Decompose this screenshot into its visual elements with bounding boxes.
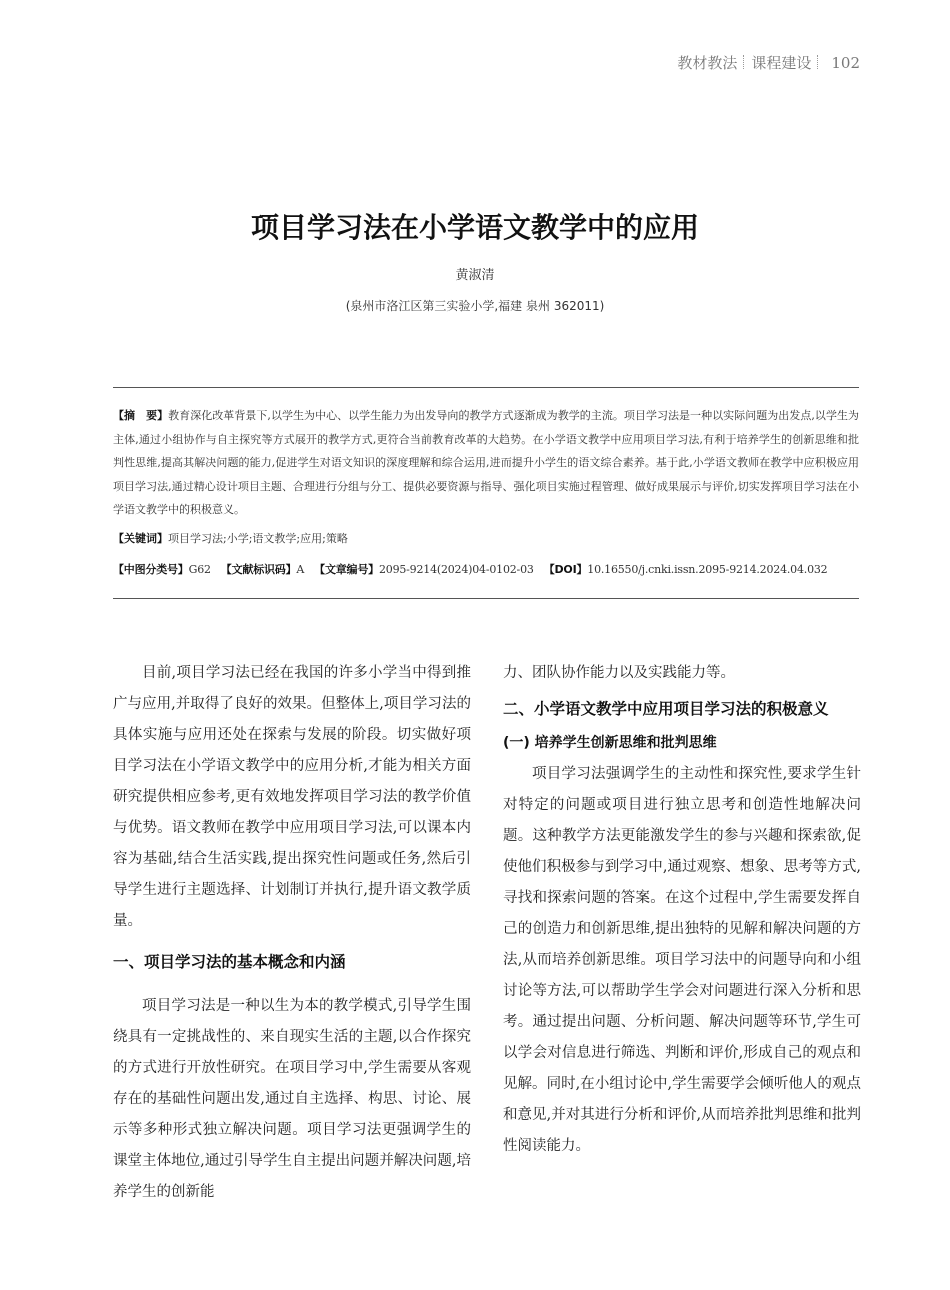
header-divider	[743, 55, 745, 69]
classification-line	[113, 560, 859, 580]
header-section: 教材教法	[677, 54, 738, 72]
clc-label: 【中图分类号】	[113, 563, 189, 576]
header-divider	[817, 55, 819, 69]
body-column-left	[113, 658, 471, 1208]
doi-label: 【DOI】	[543, 563, 588, 576]
subsection-2-1-paragraph: 项目学习法强调学生的主动性和探究性,要求学生针对特定的问题或项目进行独立思考和创造性地解决问题。这种教学方法更能激发学生的参与兴趣和探索欲,促使他们积极参与到学习中,通过观察、想象、思考等方式,寻找和探索问题的答案。在这个过程中,学生需要发挥自己的创造力和创新思维,提出独特的见解和解决问题的方法,从而培养创新思维。项目学习法中的问题导向和小组讨论等方法,可以帮助学生学会对问题进行深入分析和思考。通过提出问题、分析问题、解决问题等环节,学生可以学会对信息进行筛选、判断和评价,形成自己的观点和见解。同时,在小组讨论中,学生需要学会倾听他人的观点和意见,并对其进行分析和评价,从而培养批判思维和批判性阅读能力。	[503, 766, 861, 1154]
abstract-text: 教育深化改革背景下,以学生为中心、以学生能力为出发导向的教学方式逐渐成为教学的主流。项目学习法是一种以实际问题为出发点,以学生为主体,通过小组协作与自主探究等方式展开的教学方式,更符合当前教育改革的大趋势。在小学语文教学中应用项目学习法,有利于培养学生的创新思维和批判性思维,提高其解决问题的能力,促进学生对语文知识的深度理解和综合运用,进而提升小学生的语文综合素养。基于此,小学语文教师在教学中应积极应用项目学习法,通过精心设计项目主题、合理进行分组与分工、提供必要资源与指导、强化项目实施过程管理、做好成果展示与评价,切实发挥项目学习法在小学语文教学中的积极意义。	[113, 409, 859, 516]
article-number-label: 【文章编号】	[314, 563, 379, 576]
subsection-heading-2-1: (一) 培养学生创新思维和批判思维	[503, 735, 717, 751]
doi-value: 10.16550/j.cnki.issn.2095-9214.2024.04.032	[587, 563, 828, 576]
clc-value: G62	[188, 563, 211, 576]
abstract-bottom-rule	[113, 598, 859, 599]
abstract	[113, 404, 859, 522]
keywords	[113, 529, 859, 549]
keywords-text: 项目学习法;小学;语文教学;应用;策略	[168, 532, 348, 545]
author-affiliation: (泉州市洛江区第三实验小学,福建 泉州 362011)	[345, 299, 605, 313]
header-subsection: 课程建设	[751, 54, 812, 72]
running-header	[677, 52, 860, 73]
article-author: 黄淑清	[455, 268, 495, 283]
abstract-top-rule	[113, 387, 859, 388]
article-title: 项目学习法在小学语文教学中的应用	[250, 211, 699, 244]
keywords-label: 【关键词】	[113, 532, 168, 545]
doc-code-value: A	[296, 563, 305, 576]
body-column-right	[503, 658, 861, 1162]
intro-paragraph: 目前,项目学习法已经在我国的许多小学当中得到推广与应用,并取得了良好的效果。但整体上,项目学习法的具体实施与应用还处在探索与发展的阶段。切实做好项目学习法在小学语文教学中的应用分析,才能为相关方面研究提供相应参考,更有效地发挥项目学习法的教学价值与优势。语文教师在教学中应用项目学习法,可以课本内容为基础,结合生活实践,提出探究性问题或任务,然后引导学生进行主题选择、计划制订并执行,提升语文教学质量。	[113, 665, 471, 929]
article-number-value: 2095-9214(2024)04-0102-03	[378, 563, 534, 576]
section-1-paragraph-continued: 力、团队协作能力以及实践能力等。	[503, 665, 735, 681]
section-heading-1: 一、项目学习法的基本概念和内涵	[113, 953, 346, 971]
section-heading-2: 二、小学语文教学中应用项目学习法的积极意义	[503, 700, 829, 718]
doc-code-label: 【文献标识码】	[220, 563, 297, 576]
section-1-paragraph: 项目学习法是一种以生为本的教学模式,引导学生围绕具有一定挑战性的、来自现实生活的主题,以合作探究的方式进行开放性研究。在项目学习中,学生需要从客观存在的基础性问题出发,通过自主选择、构思、讨论、展示等多种形式独立解决问题。项目学习法更强调学生的课堂主体地位,通过引导学生自主提出问题并解决问题,培养学生的创新能	[113, 998, 471, 1200]
page-number: 102	[831, 54, 860, 72]
abstract-label: 【摘 要】	[113, 409, 169, 422]
